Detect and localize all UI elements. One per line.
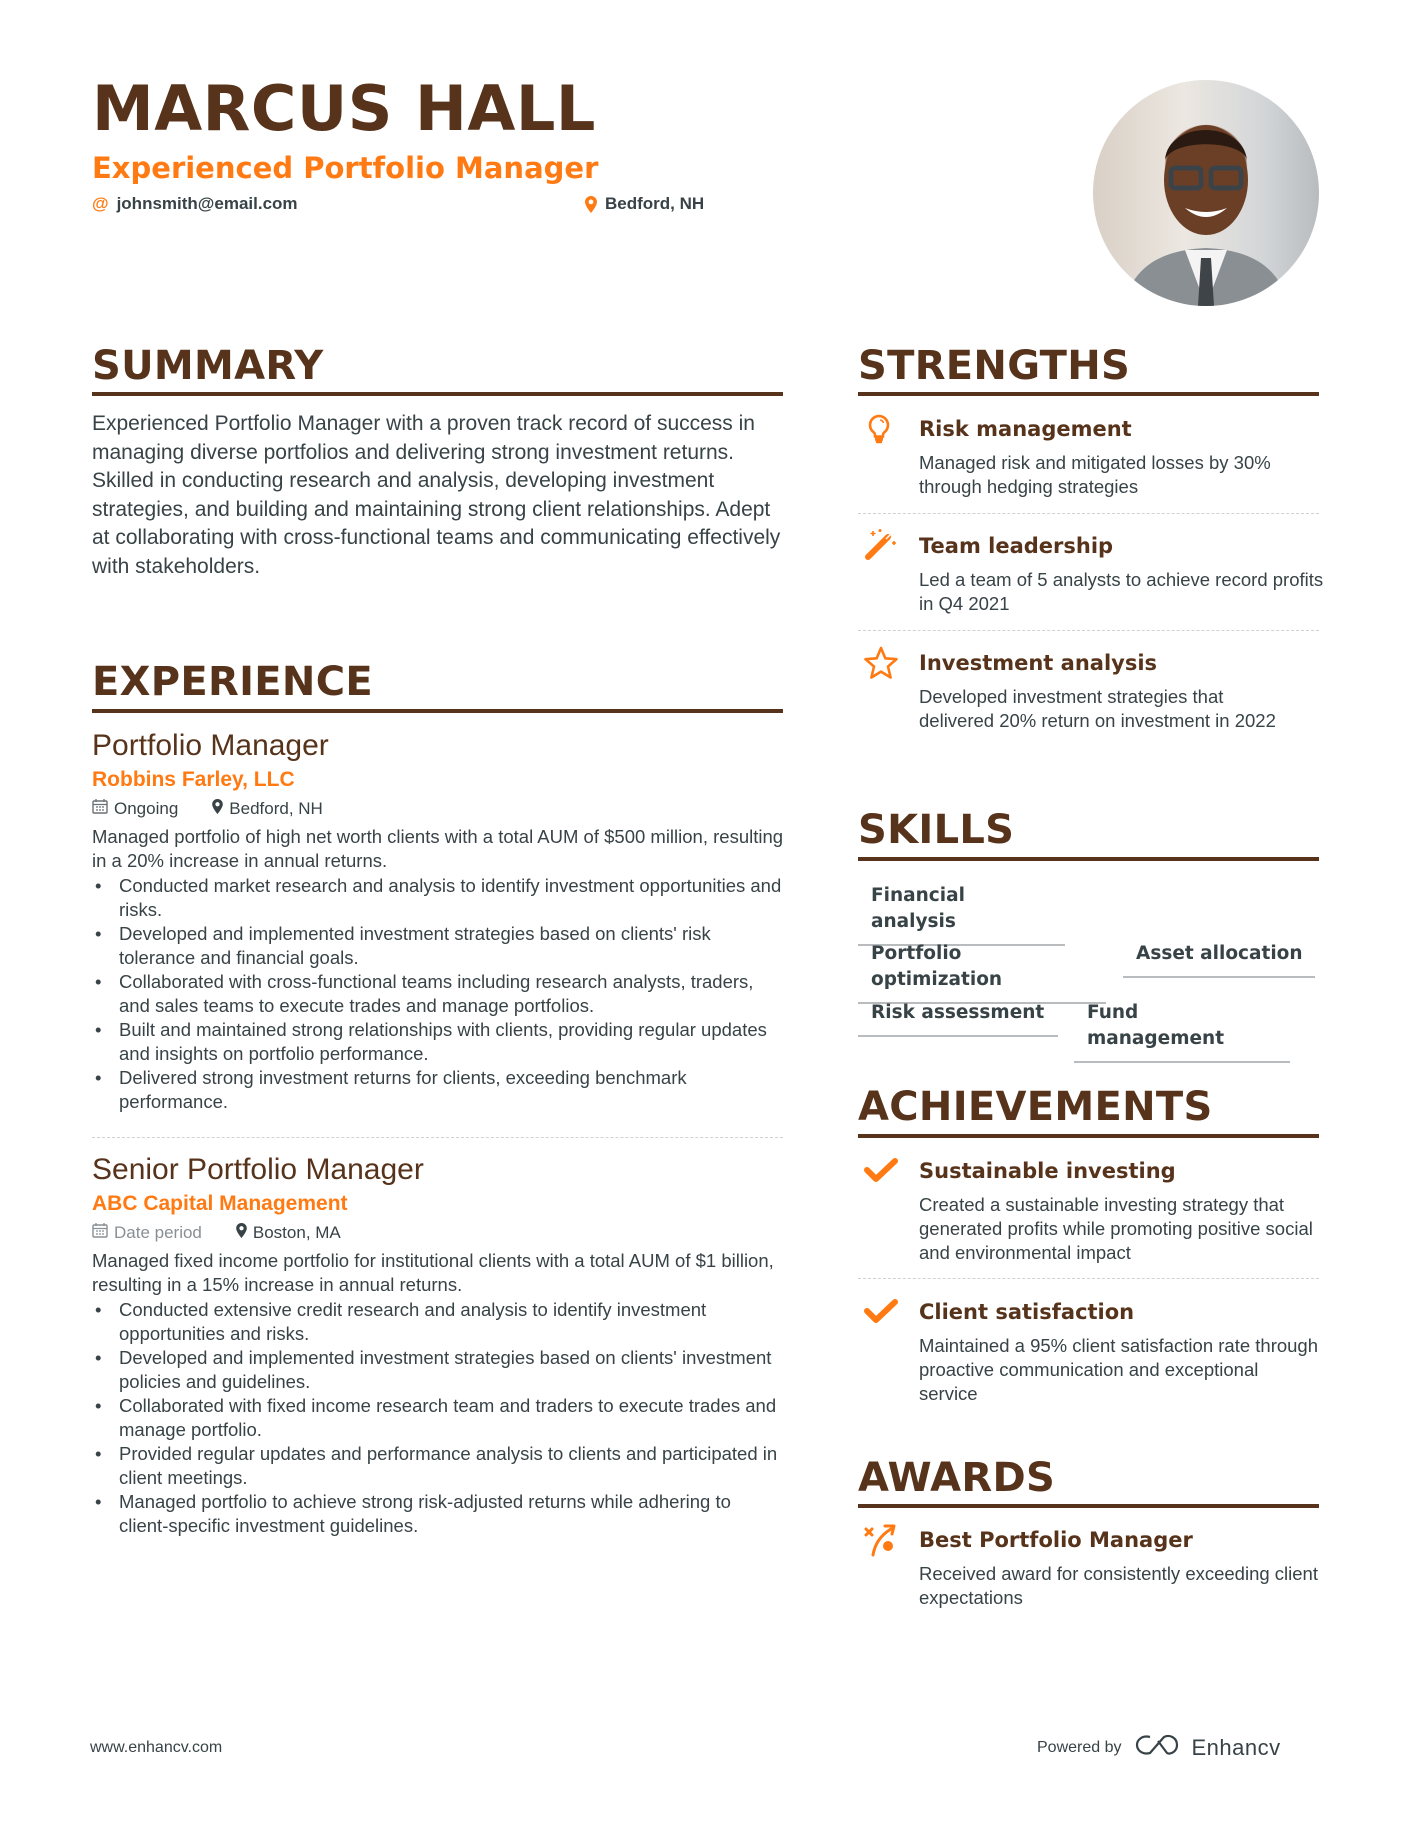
achievement-title: Client satisfaction (919, 1300, 1135, 1324)
summary-heading: SUMMARY (92, 343, 324, 389)
powered-by-label: Powered by (1037, 1738, 1122, 1756)
company-name: Robbins Farley, LLC (92, 768, 295, 791)
job-description: Managed portfolio of high net worth clients with a total AUM of $500 million, resulting in a 20% increase in annual returns. (92, 826, 784, 871)
strengths-divider (858, 392, 1319, 396)
job-bullet: • Collaborated with fixed income research team and traders to execute trades and manage portfolio. (92, 1394, 784, 1442)
achievements-divider (858, 1134, 1319, 1138)
skill-tag: Asset allocation (1123, 941, 1315, 978)
magic-wand-icon (864, 527, 898, 561)
strengths-heading: STRENGTHS (858, 343, 1131, 389)
calendar-icon (92, 798, 108, 820)
experience-heading: EXPERIENCE (92, 659, 373, 705)
strength-description: Managed risk and mitigated losses by 30% through hedging strategies (919, 452, 1271, 497)
award-item (858, 1525, 1320, 1615)
job-date: Ongoing (114, 799, 179, 818)
award-description: Received award for consistently exceeding client expectations (919, 1563, 1318, 1608)
strength-divider (858, 513, 1319, 514)
job-bullet: • Built and maintained strong relationships with clients, providing regular updates and insights on portfolio performance. (92, 1018, 784, 1066)
experience-entry-divider (92, 1137, 783, 1138)
map-pin-icon (236, 1222, 247, 1244)
job-date: Date period (114, 1223, 202, 1242)
candidate-title: Experienced Portfolio Manager (92, 151, 599, 185)
strength-divider (858, 630, 1319, 631)
email-text: johnsmith@email.com (116, 194, 298, 213)
job-description: Managed fixed income portfolio for institutional clients with a total AUM of $1 billion, resulting in a 15% increase in annual returns. (92, 1250, 774, 1295)
skills-divider (858, 857, 1319, 861)
strength-title: Investment analysis (919, 651, 1158, 675)
powered-by[interactable] (1037, 1733, 1281, 1762)
achievement-item (858, 1297, 1320, 1407)
calendar-icon (92, 1222, 108, 1244)
job-bullet: • Conducted market research and analysis to identify investment opportunities and risks. (92, 874, 784, 922)
skill-tag: Portfolio optimization (858, 941, 1106, 1004)
candidate-name: MARCUS HALL (92, 72, 596, 145)
skill-tag: Financial analysis (858, 883, 1065, 946)
checkmark-icon (863, 1297, 897, 1331)
profile-photo (1093, 80, 1319, 306)
at-icon: @ (92, 194, 109, 213)
location-text: Bedford, NH (605, 194, 705, 213)
experience-divider (92, 709, 783, 713)
job-bullets (92, 874, 784, 1114)
job-bullet: • Developed and implemented investment strategies based on clients' investment policies and guidelines. (92, 1346, 784, 1394)
strength-item (858, 531, 1324, 621)
strategy-icon (863, 1521, 897, 1555)
job-bullets (92, 1298, 784, 1538)
job-bullet: • Provided regular updates and performance analysis to clients and participated in client meetings. (92, 1442, 784, 1490)
strength-description: Led a team of 5 analysts to achieve record profits in Q4 2021 (919, 569, 1324, 614)
awards-heading: AWARDS (858, 1455, 1056, 1501)
strength-item (858, 414, 1320, 504)
skill-tag: Risk assessment (858, 1000, 1058, 1037)
job-meta (92, 1222, 784, 1244)
job-location: Boston, MA (252, 1223, 341, 1242)
skills-heading: SKILLS (858, 807, 1015, 853)
strength-item (858, 648, 1320, 758)
map-pin-icon (585, 196, 597, 213)
checkmark-icon (863, 1156, 897, 1190)
achievement-item (858, 1156, 1320, 1266)
contact-location (585, 193, 704, 215)
summary-divider (92, 392, 783, 396)
achievements-heading: ACHIEVEMENTS (858, 1084, 1213, 1130)
job-title: Senior Portfolio Manager (92, 1153, 424, 1186)
skill-tag: Fund management (1074, 1000, 1290, 1063)
job-bullet: • Conducted extensive credit research and analysis to identify investment opportunities and risks. (92, 1298, 784, 1346)
enhancv-logo-icon (1134, 1733, 1180, 1762)
achievement-divider (858, 1278, 1319, 1279)
website-link[interactable]: www.enhancv.com (90, 1739, 223, 1756)
award-title: Best Portfolio Manager (919, 1528, 1193, 1552)
job-bullet: • Managed portfolio to achieve strong risk-adjusted returns while adhering to client-specific investment guidelines. (92, 1490, 784, 1538)
star-icon (863, 646, 897, 680)
experience-entry (92, 1152, 784, 1538)
map-pin-icon (212, 798, 223, 820)
achievement-title: Sustainable investing (919, 1159, 1176, 1183)
lightbulb-icon (868, 414, 902, 448)
avatar-illustration (1093, 80, 1319, 306)
summary-text: Experienced Portfolio Manager with a proven track record of success in managing diverse portfolios and delivering strong investment returns. Skilled in conducting research and analysis, developing investment strategies, and building and maintaining strong client relationships. Adept at collaborating with cross-functional teams and communicating effectively with stakeholders. (92, 412, 781, 578)
company-name: ABC Capital Management (92, 1192, 348, 1215)
strength-title: Risk management (919, 417, 1132, 441)
enhancv-brand: Enhancv (1191, 1734, 1281, 1760)
experience-entry (92, 728, 784, 1114)
achievement-description: Maintained a 95% client satisfaction rate through proactive communication and exceptional service (919, 1335, 1319, 1404)
job-bullet: • Delivered strong investment returns for clients, exceeding benchmark performance. (92, 1066, 784, 1114)
achievement-description: Created a sustainable investing strategy that generated profits while promoting positive social and environmental impact (919, 1194, 1313, 1263)
strength-description: Developed investment strategies that delivered 20% return on investment in 2022 (919, 686, 1276, 731)
job-bullet: • Collaborated with cross-functional teams including research analysts, traders, and sales teams to execute trades and manage portfolios. (92, 970, 784, 1018)
contact-email[interactable] (92, 193, 298, 215)
job-location: Bedford, NH (229, 799, 323, 818)
strength-title: Team leadership (919, 534, 1114, 558)
job-title: Portfolio Manager (92, 729, 329, 762)
job-meta (92, 798, 784, 820)
job-bullet: • Developed and implemented investment strategies based on clients' risk tolerance and financial goals. (92, 922, 784, 970)
awards-divider (858, 1504, 1319, 1508)
